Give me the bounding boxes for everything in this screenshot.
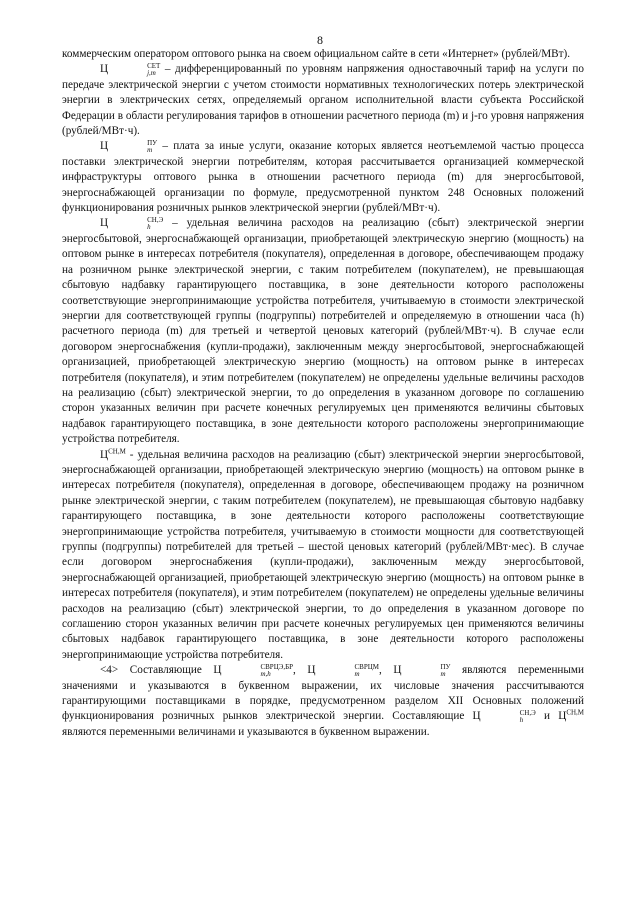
paragraph-capacity-sales-cost: $Ц^{СН,М}$ - удельная величина расходов на реализацию (сбыт) электрической энергии энергосбытовой, энергоснабжающей организации, приобретающей электрическую энергию (мощность) на оптовом рынке в интересах потребителя (покупателя), определенная в договоре, обеспечивающем продажу на розничном рынке электрической энергии, с таким потребителем (покупателем), не превышающая сбытовую надбавку гарантирующего поставщика, в зоне деятельности которого расположены соответствующие энергопринимающие устройства потребителя, учитываемую в стоимости мощности для соответствующей группы (подгруппы) потребителей для третьей – шестой ценовых категорий (рублей/МВт·мес). В случае если договором энергоснабжения (купли-продажи), заключенным между энергосбытовой, энергоснабжающей организацией, приобретающей электрическую энергию (мощность) на оптовом рынке в интересах потребителя (покупателя), и этим потребителем (покупателем) не определены удельные величины расходов на реализацию (сбыт) электрической энергии, то до определения в указанном договоре по соглашению сторон указанных величин при расчете конечных регулируемых цен применяются величины сбытовых надбавок гарантирующего поставщика, в зоне деятельности которого расположены энергопринимающие устройства потребителя. <box>62 446 584 661</box>
document-body <box>62 47 584 740</box>
paragraph-energy-sales-cost: Ц СН,Э h – удельная величина расходов на реализацию (сбыт) электрической энергии энергосбытовой, энергоснабжающей организации, приобретающей электрическую энергию (мощность) на оптовом рынке в интересах потребителя (покупателя), определенная в договоре, обеспечивающем продажу на розничном рынке электрической энергии, с таким потребителем (покупателем), не превышающая сбытовую надбавку гарантирующего поставщика, в зоне деятельности которого расположены соответствующие энергопринимающие устройства потребителя, учитываемую в стоимости электрической энергии для соответствующей группы (подгруппы) потребителей и определяемую в отношении часа (h) расчетного периода (m) для третьей и четвертой ценовых категорий (рублей/МВт·ч). В случае если договором энергоснабжения (купли-продажи), заключенным между энергосбытовой, энергоснабжающей организацией, приобретающей электрическую энергию (мощность) на оптовом рынке в интересах потребителя (покупателя), и этим потребителем (покупателем) не определены удельные величины расходов на реализацию (сбыт) электрической энергии, то до определения в указанном договоре по соглашению сторон указанных величин при расчете конечных регулируемых цен применяются величины сбытовых надбавок гарантирующего поставщика, в зоне деятельности которого расположены энергопринимающие устройства потребителя. <box>62 215 584 446</box>
page-number: 8 <box>317 33 323 47</box>
symbol-c-pu: Ц ПУ m <box>100 138 158 154</box>
paragraph-other-services-fee: Ц ПУ m – плата за иные услуги, оказание которых является неотъемлемой частью процесса поставки электрической энергии потребителям, которая рассчитывается организацией коммерческой инфраструктуры оптового рынка в отношении расчетного периода (m) для энергосбытовой, энергоснабжающей организации по формуле, предусмотренной пунктом 248 Основных положений функционирования розничных рынков электрической энергии (рублей/МВт·ч). <box>62 138 584 215</box>
paragraph-tariff-definition: Ц СЕТ j,m – дифференцированный по уровням напряжения одноставочный тариф на услуги по передаче электрической энергии с учетом стоимости нормативных технологических потерь электрической энергии в электрических сетях, определяемый органом исполнительной власти субъекта Российской Федерации в области регулирования тарифов в отношении расчетного периода (m) и j-го уровня напряжения (рублей/МВт·ч). <box>62 61 584 138</box>
symbol-c-sne: Ц СН,Э h <box>100 215 164 231</box>
symbol-c-set: Ц СЕТ j,m <box>100 61 161 77</box>
symbol-c-svrcm: Ц СВРЦМ m <box>307 662 379 678</box>
symbol-c-pu-2: Ц ПУ m <box>393 662 451 678</box>
symbol-c-snm-2: $Ц^{СН,М}$ <box>558 708 585 723</box>
symbol-c-snm: $Ц^{СН,М}$ <box>100 446 126 461</box>
paragraph-footnote-4: <4> Составляющие Ц СВРЦЭ,БР m,h , Ц СВРЦМ m , Ц ПУ m являются переменными значениями и указываются в буквенном выражении, их числовые значения рассчитываются гарантирующими поставщиками в порядке, предусмотренном разделом XII Основных положений функционирования розничных рынков электрической энергии. Составляющие Ц СН,Э h и $Ц^{СН,М}$ являются переменными величинами и указываются в буквенном выражении. <box>62 662 585 738</box>
paragraph-continuation: коммерческим оператором оптового рынка на своем официальном сайте в сети «Интернет» (рублей/МВт). <box>62 48 571 60</box>
symbol-c-svrcebr: Ц СВРЦЭ,БР m,h <box>213 662 294 678</box>
symbol-c-sne-2: Ц СН,Э h <box>472 708 536 724</box>
